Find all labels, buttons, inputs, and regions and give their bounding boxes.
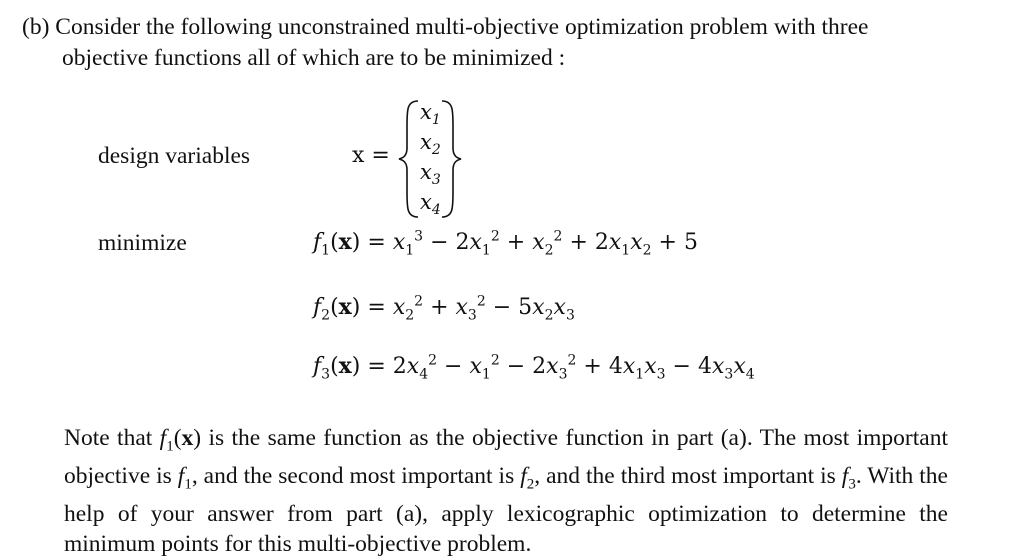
- intro-line-2: objective functions all of which are to be minimized :: [62, 45, 566, 71]
- intro-line-1: (b) Consider the following unconstrained multi-objective optimization problem with three: [22, 14, 869, 40]
- problem-intro: [22, 12, 982, 74]
- label-minimize: minimize: [98, 230, 187, 256]
- objective-f2: $f_2(x) = x_2^2 + x_3^2 - 5x_2x_3$: [313, 293, 575, 324]
- vector-entry-x3: $x_3$: [420, 160, 441, 189]
- objective-f1: $f_1(x) = x_1^3 - 2x_1^2 + x_2^2 + 2x_1x_2 + 5$: [313, 228, 698, 259]
- design-vector: [398, 98, 462, 220]
- note-paragraph: Note that $f_1(x)$ is the same function as the objective function in part (a). The most important objective is $f_1$, and the second most important is $f_2$, and the third most important is $f_3$. With the help of your answer from part (a), apply lexicographic optimization to determine the minimum points for this multi-objective problem.: [64, 425, 948, 557]
- vector-entry-x4: $x_4$: [420, 190, 441, 219]
- vector-entry-x1: $x_1$: [420, 100, 441, 129]
- label-design-variables: design variables: [98, 143, 251, 169]
- vector-entry-x2: $x_2$: [420, 130, 441, 159]
- objective-f3: $f_3(x) = 2x_4^2 - x_1^2 - 2x_3^2 + 4x_1x_3 - 4x_3x_4$: [313, 352, 755, 383]
- design-vector-lhs: x =: [352, 143, 390, 168]
